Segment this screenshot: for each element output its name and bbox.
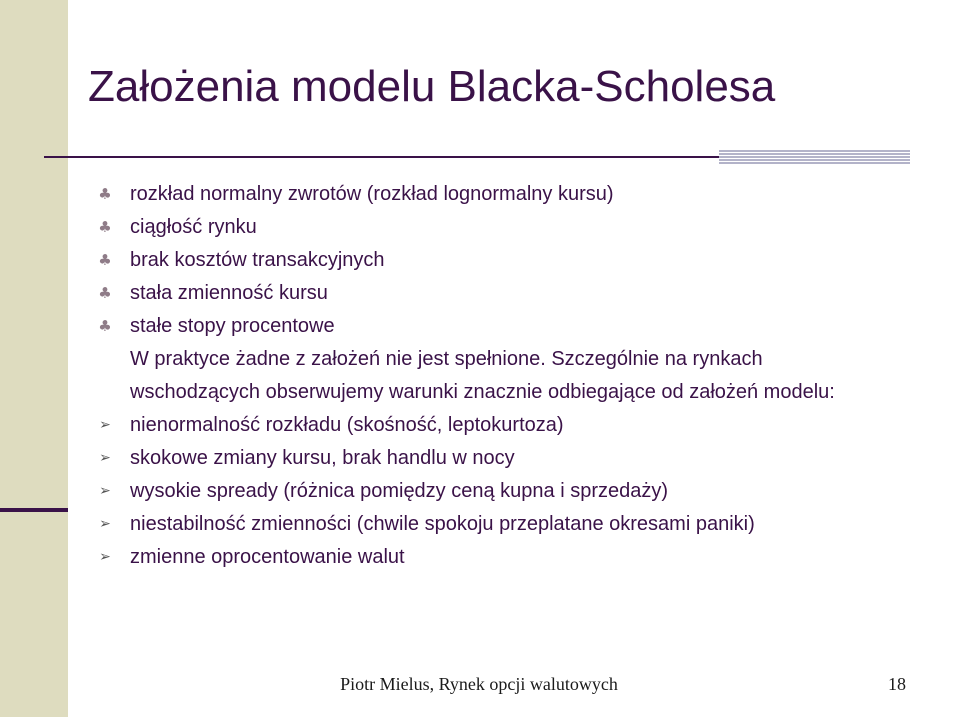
deviation-text: wysokie spready (różnica pomiędzy ceną kupna i sprzedaży)	[130, 480, 669, 502]
list-item	[94, 244, 894, 277]
side-band	[0, 0, 68, 717]
arrow-bullet-icon: ➢	[99, 483, 111, 499]
list-item	[94, 442, 894, 475]
list-item	[94, 475, 894, 508]
arrow-bullet-icon: ➢	[99, 417, 111, 433]
deviation-text: zmienne oprocentowanie walut	[130, 546, 405, 568]
footer-text: Piotr Mielus, Rynek opcji walutowych	[340, 674, 618, 694]
club-icon: ♣	[98, 218, 112, 236]
title-accent-bar	[719, 150, 910, 164]
assumption-text: stała zmienność kursu	[130, 282, 328, 304]
arrow-bullet-icon: ➢	[99, 549, 111, 565]
slide-title: Założenia modelu Blacka-Scholesa	[88, 62, 776, 111]
assumption-text: stałe stopy procentowe	[130, 315, 335, 337]
club-icon: ♣	[98, 251, 112, 269]
club-icon: ♣	[98, 284, 112, 302]
assumption-text: rozkład normalny zwrotów (rozkład lognormalny kursu)	[130, 183, 614, 205]
arrow-bullet-icon: ➢	[99, 516, 111, 532]
slide-content	[94, 178, 894, 574]
deviation-text: nienormalność rozkładu (skośność, leptokurtoza)	[130, 414, 564, 436]
club-icon: ♣	[98, 317, 112, 335]
list-item	[94, 541, 894, 574]
side-marker	[0, 508, 68, 512]
list-item	[94, 277, 894, 310]
deviation-text: niestabilność zmienności (chwile spokoju przeplatane okresami paniki)	[130, 513, 755, 535]
assumption-text: brak kosztów transakcyjnych	[130, 249, 385, 271]
title-underline	[44, 156, 719, 158]
note-paragraph	[94, 343, 894, 409]
note-text: W praktyce żadne z założeń nie jest spełnione. Szczególnie na rynkach wschodzących obserwujemy warunki znacznie odbiegające od założeń modelu:	[130, 348, 835, 403]
list-item	[94, 211, 894, 244]
list-item	[94, 409, 894, 442]
assumption-text: ciągłość rynku	[130, 216, 257, 238]
list-item	[94, 178, 894, 211]
list-item	[94, 508, 894, 541]
arrow-bullet-icon: ➢	[99, 450, 111, 466]
club-icon: ♣	[98, 185, 112, 203]
list-item	[94, 310, 894, 343]
page-number: 18	[888, 674, 906, 694]
deviation-text: skokowe zmiany kursu, brak handlu w nocy	[130, 447, 515, 469]
